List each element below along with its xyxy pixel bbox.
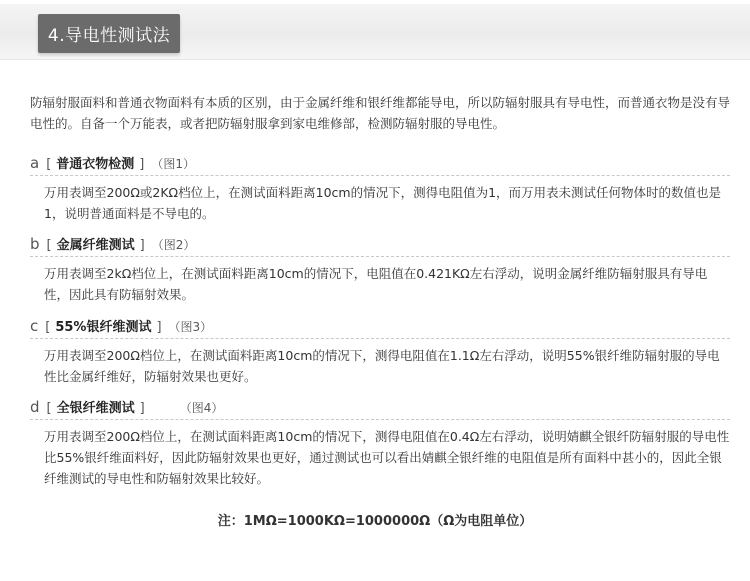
section-heading: [30, 150, 730, 176]
figure-ref: （图2）: [151, 238, 196, 252]
section-letter: c: [30, 317, 39, 335]
section-heading: [30, 313, 730, 339]
section-letter: a: [30, 154, 40, 172]
section-heading-title: 金属纤维测试: [56, 238, 135, 253]
figure-ref: （图3）: [168, 320, 213, 334]
test-section-d: [30, 394, 730, 489]
close-bracket: ]: [139, 401, 145, 416]
open-bracket: [: [46, 401, 52, 416]
close-bracket: ]: [139, 238, 145, 253]
section-heading: [30, 231, 730, 257]
section-body: 万用表调至200Ω档位上，在测试面料距离10cm的情况下，测得电阻值在0.4Ω左右浮动，说明婧麒全银纤防辐射服的导电性比55%银纤维面料好，因此防辐射效果也更好，通过测试也可以看出婧麒全银纤维的电阻值是所有面料中甚小的，因此全银纤维测试的导电性和防辐射效果比较好。: [44, 429, 730, 486]
unit-note: 注：1MΩ=1000KΩ=1000000Ω（Ω为电阻单位）: [217, 514, 533, 529]
figure-ref: （图4）: [179, 401, 224, 415]
section-title: 4.导电性测试法: [47, 26, 171, 46]
test-section-b: [30, 231, 730, 305]
section-heading: [30, 394, 730, 420]
test-section-a: [30, 150, 730, 224]
section-body: 万用表调至200Ω档位上，在测试面料距离10cm的情况下，测得电阻值在1.1Ω左右浮动，说明55%银纤维防辐射服的导电性比金属纤维好，防辐射效果也更好。: [44, 348, 720, 384]
test-section-c: [30, 313, 730, 387]
open-bracket: [: [45, 320, 51, 335]
section-letter: d: [30, 398, 40, 416]
section-body: 万用表调至200Ω或2KΩ档位上，在测试面料距离10cm的情况下，测得电阻值为1，而万用表未测试任何物体时的数值也是1，说明普通面料是不导电的。: [44, 185, 722, 221]
open-bracket: [: [46, 238, 52, 253]
section-body: 万用表调至2kΩ档位上，在测试面料距离10cm的情况下，电阻值在0.421KΩ左右浮动，说明金属纤维防辐射服具有导电性，因此具有防辐射效果。: [44, 266, 708, 302]
figure-ref: （图1）: [151, 157, 196, 171]
close-bracket: ]: [156, 320, 162, 335]
intro-paragraph: 防辐射服面料和普通衣物面料有本质的区别，由于金属纤维和银纤维都能导电，所以防辐射服具有导电性，而普通衣物是没有导电性的。自备一个万能表，或者把防辐射服拿到家电维修部，检测防辐射服的导电性。: [30, 95, 731, 131]
open-bracket: [: [46, 157, 52, 172]
section-title-tab: [38, 14, 180, 53]
section-heading-title: 普通衣物检测: [56, 157, 135, 172]
close-bracket: ]: [139, 157, 145, 172]
section-letter: b: [30, 235, 40, 253]
section-heading-title: 55%银纤维测试: [55, 320, 152, 335]
section-heading-title: 全银纤维测试: [56, 401, 135, 416]
